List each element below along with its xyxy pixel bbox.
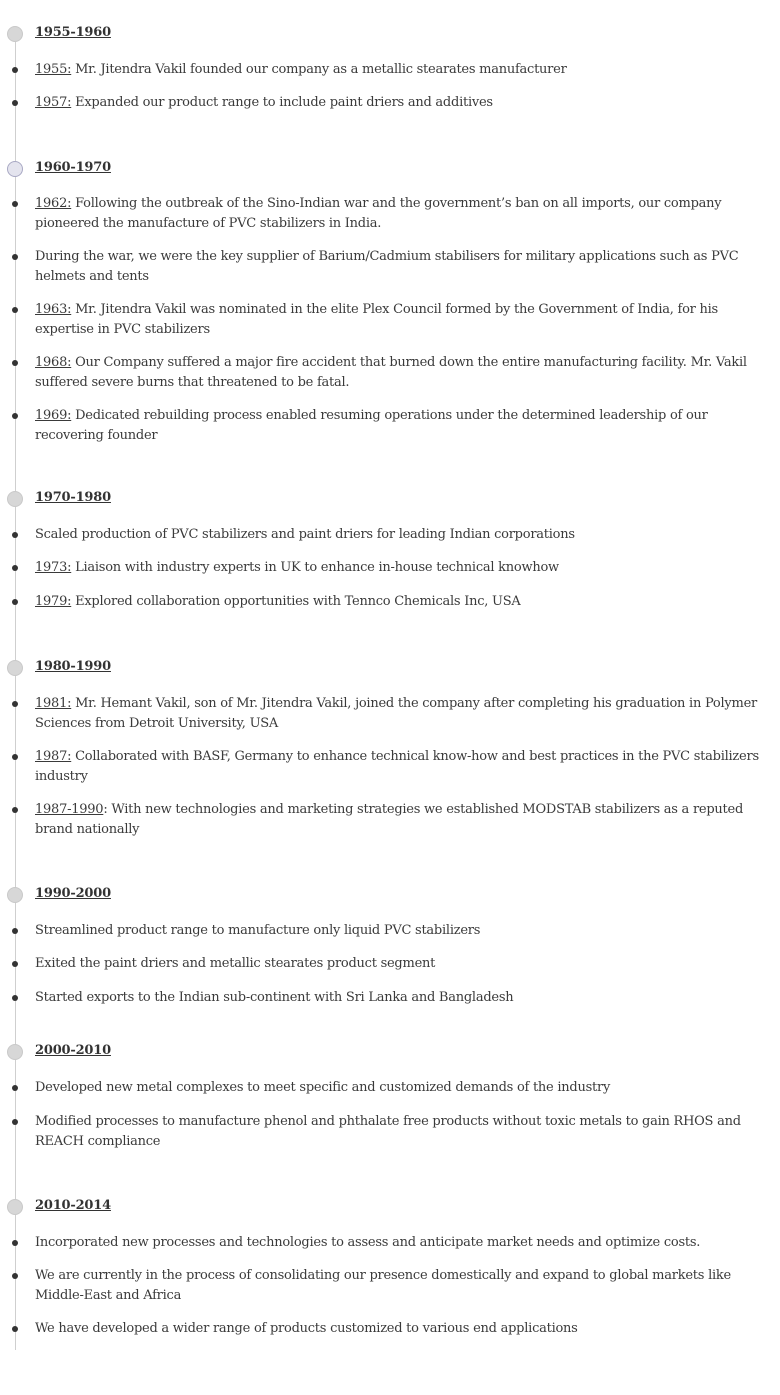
item-text bbox=[35, 300, 773, 339]
item-year: 1981: bbox=[35, 696, 72, 711]
section-period: 1970-1980 bbox=[35, 490, 111, 505]
item-description: Incorporated new processes and technologies to assess and anticipate market needs and optimize costs. bbox=[35, 1235, 701, 1250]
section-period: 1955-1960 bbox=[35, 25, 111, 40]
bullet-icon bbox=[12, 67, 18, 73]
item-text bbox=[35, 60, 773, 80]
item-description: Our Company suffered a major fire accident that burned down the entire manufacturing facility. Mr. Vakil suffered severe burns that threatened to be fatal. bbox=[35, 355, 747, 390]
item-text bbox=[35, 954, 773, 974]
timeline-section bbox=[0, 490, 780, 609]
timeline-section bbox=[0, 160, 780, 443]
item-description: Expanded our product range to include paint driers and additives bbox=[71, 95, 493, 110]
bullet-icon bbox=[12, 1273, 18, 1279]
item-description: During the war, we were the key supplier of Barium/Cadmium stabilisers for military applications such as PVC helmets and tents bbox=[35, 249, 739, 284]
timeline-marker-icon bbox=[7, 1199, 23, 1215]
item-text bbox=[35, 353, 773, 392]
item-year: 1968: bbox=[35, 355, 72, 370]
timeline-marker-icon bbox=[7, 491, 23, 507]
timeline-section bbox=[0, 659, 780, 837]
section-header bbox=[0, 886, 780, 908]
timeline-marker-icon bbox=[7, 26, 23, 42]
item-description: Dedicated rebuilding process enabled resuming operations under the determined leadership of our recovering founder bbox=[35, 408, 708, 443]
section-period: 2010-2014 bbox=[35, 1198, 111, 1213]
item-text bbox=[35, 1319, 773, 1339]
bullet-icon bbox=[12, 532, 18, 538]
item-description: : With new technologies and marketing strategies we established MODSTAB stabilizers as a reputed brand nationally bbox=[35, 802, 744, 837]
item-year: 1962: bbox=[35, 196, 72, 211]
bullet-icon bbox=[12, 413, 18, 419]
section-header bbox=[0, 1198, 780, 1220]
section-period: 1960-1970 bbox=[35, 160, 111, 175]
bullet-icon bbox=[12, 961, 18, 967]
item-description: Mr. Jitendra Vakil was nominated in the elite Plex Council formed by the Government of India, for his expertise in PVC stabilizers bbox=[35, 302, 718, 337]
item-description: Modified processes to manufacture phenol and phthalate free products without toxic metals to gain RHOS and REACH compliance bbox=[35, 1114, 741, 1149]
bullet-icon bbox=[12, 254, 18, 260]
bullet-icon bbox=[12, 1326, 18, 1332]
timeline-marker-icon bbox=[7, 161, 23, 177]
item-text bbox=[35, 93, 773, 113]
timeline-section bbox=[0, 1198, 780, 1336]
item-text bbox=[35, 747, 773, 786]
item-description: Mr. Hemant Vakil, son of Mr. Jitendra Vakil, joined the company after completing his graduation in Polymer Sciences from Detroit University, USA bbox=[35, 696, 757, 731]
bullet-icon bbox=[12, 565, 18, 571]
item-text bbox=[35, 1078, 773, 1098]
item-description: Scaled production of PVC stabilizers and paint driers for leading Indian corporations bbox=[35, 527, 575, 542]
item-description: We are currently in the process of consolidating our presence domestically and expand to global markets like Middle-East and Africa bbox=[35, 1268, 731, 1303]
bullet-icon bbox=[12, 100, 18, 106]
section-header bbox=[0, 659, 780, 681]
timeline-section bbox=[0, 1043, 780, 1149]
item-text bbox=[35, 194, 773, 233]
item-description: Developed new metal complexes to meet specific and customized demands of the industry bbox=[35, 1080, 611, 1095]
item-year: 1987-1990 bbox=[35, 802, 104, 817]
item-text bbox=[35, 525, 773, 545]
bullet-icon bbox=[12, 1085, 18, 1091]
item-description: Streamlined product range to manufacture only liquid PVC stabilizers bbox=[35, 923, 481, 938]
bullet-icon bbox=[12, 928, 18, 934]
timeline-section bbox=[0, 886, 780, 1005]
item-text bbox=[35, 694, 773, 733]
item-description: Started exports to the Indian sub-continent with Sri Lanka and Bangladesh bbox=[35, 990, 514, 1005]
item-text bbox=[35, 1112, 773, 1151]
bullet-icon bbox=[12, 1119, 18, 1125]
item-year: 1987: bbox=[35, 749, 72, 764]
item-year: 1957: bbox=[35, 95, 72, 110]
item-description: Mr. Jitendra Vakil founded our company as a metallic stearates manufacturer bbox=[71, 62, 567, 77]
section-header bbox=[0, 1043, 780, 1065]
timeline-marker-icon bbox=[7, 1044, 23, 1060]
timeline-marker-icon bbox=[7, 660, 23, 676]
item-text bbox=[35, 1233, 773, 1253]
item-text bbox=[35, 988, 773, 1008]
item-year: 1969: bbox=[35, 408, 72, 423]
item-description: Liaison with industry experts in UK to enhance in-house technical knowhow bbox=[71, 560, 559, 575]
bullet-icon bbox=[12, 995, 18, 1001]
bullet-icon bbox=[12, 754, 18, 760]
item-description: Explored collaboration opportunities with Tennco Chemicals Inc, USA bbox=[71, 594, 521, 609]
item-text bbox=[35, 558, 773, 578]
section-header bbox=[0, 25, 780, 47]
item-description: Collaborated with BASF, Germany to enhance technical know-how and best practices in the PVC stabilizers industry bbox=[35, 749, 759, 784]
bullet-icon bbox=[12, 807, 18, 813]
item-year: 1979: bbox=[35, 594, 72, 609]
bullet-icon bbox=[12, 701, 18, 707]
item-description: Exited the paint driers and metallic stearates product segment bbox=[35, 956, 436, 971]
item-text bbox=[35, 921, 773, 941]
item-year: 1955: bbox=[35, 62, 72, 77]
bullet-icon bbox=[12, 360, 18, 366]
bullet-icon bbox=[12, 599, 18, 605]
item-text bbox=[35, 1266, 773, 1305]
item-text bbox=[35, 406, 773, 445]
item-text bbox=[35, 247, 773, 286]
section-period: 1980-1990 bbox=[35, 659, 111, 674]
item-text bbox=[35, 800, 773, 839]
bullet-icon bbox=[12, 307, 18, 313]
item-description: We have developed a wider range of products customized to various end applications bbox=[35, 1321, 578, 1336]
timeline-line bbox=[15, 30, 16, 1350]
section-period: 1990-2000 bbox=[35, 886, 111, 901]
section-header bbox=[0, 160, 780, 182]
section-period: 2000-2010 bbox=[35, 1043, 111, 1058]
timeline-section bbox=[0, 25, 780, 110]
item-text bbox=[35, 592, 773, 612]
bullet-icon bbox=[12, 201, 18, 207]
item-year: 1963: bbox=[35, 302, 72, 317]
item-year: 1973: bbox=[35, 560, 72, 575]
section-header bbox=[0, 490, 780, 512]
bullet-icon bbox=[12, 1240, 18, 1246]
item-description: Following the outbreak of the Sino-Indian war and the government’s ban on all imports, our company pioneered the manufacture of PVC stabilizers in India. bbox=[35, 196, 722, 231]
timeline-marker-icon bbox=[7, 887, 23, 903]
